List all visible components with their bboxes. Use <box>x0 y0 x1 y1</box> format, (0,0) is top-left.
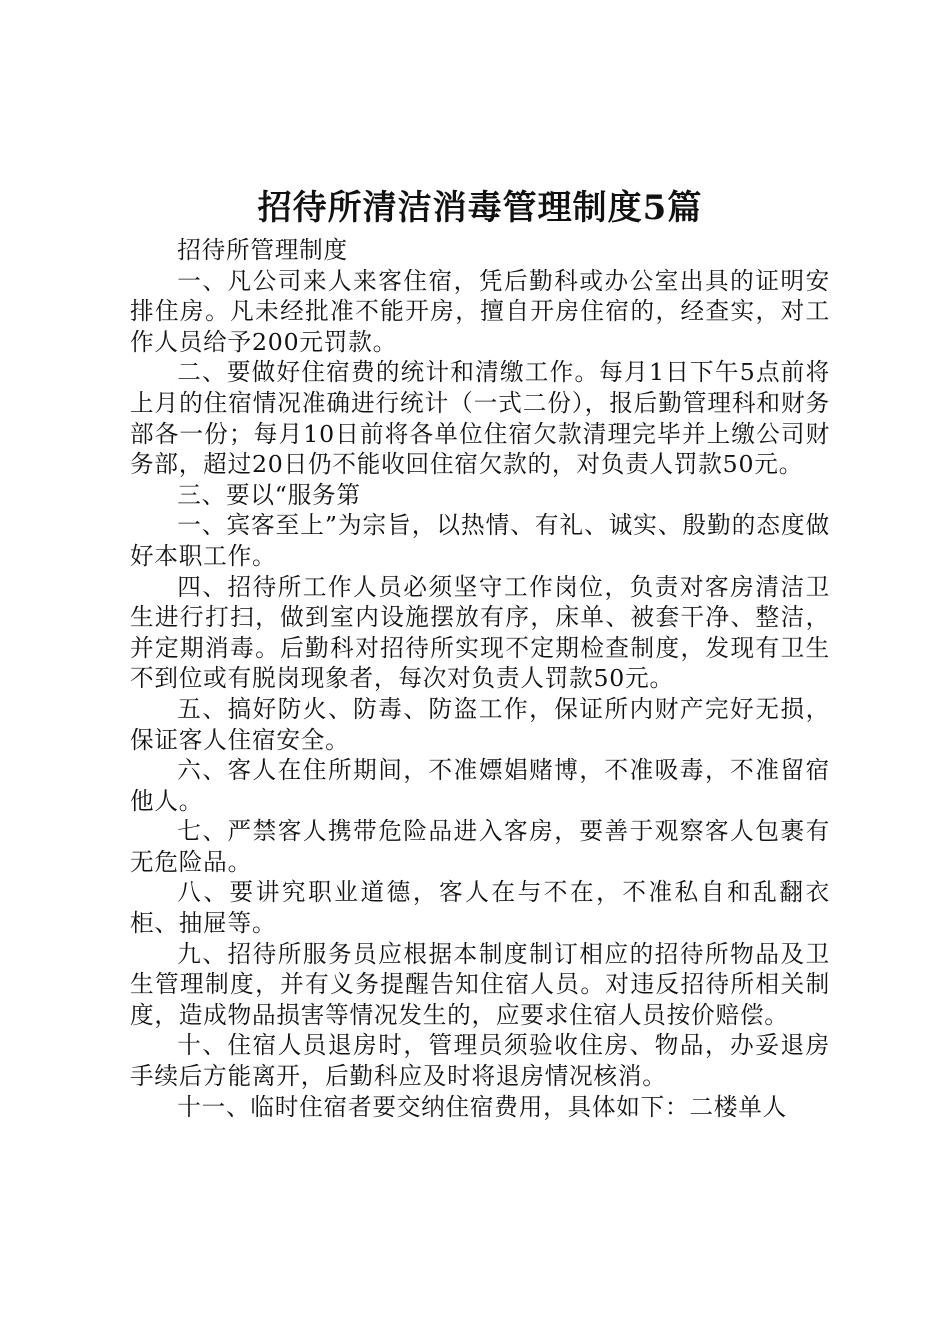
paragraph-item-8: 八、要讲究职业道德，客人在与不在，不准私自和乱翻衣柜、抽屉等。 <box>130 878 830 938</box>
paragraph-item-11: 十一、临时住宿者要交纳住宿费用，具体如下：二楼单人 <box>177 1092 788 1121</box>
document-title: 招待所清洁消毒管理制度5篇 <box>257 188 703 228</box>
paragraph-item-3: 三、要以“服务第 <box>177 480 361 509</box>
paragraph-item-4: 四、招待所工作人员必须坚守工作岗位，负责对客房清洁卫生进行打扫，做到室内设施摆放有序，床单、被套干净、整洁，并定期消毒。后勤科对招待所实现不定期检查制度，发现有卫生不到位或有脱岗现象者，每次对负责人罚款50元。 <box>130 572 830 693</box>
paragraph-item-1: 一、凡公司来人来客住宿，凭后勤科或办公室出具的证明安排住房。凡未经批准不能开房，擅自开房住宿的，经查实，对工作人员给予200元罚款。 <box>130 266 830 356</box>
paragraph-item-6: 六、客人在住所期间，不准嫖娼赌博，不准吸毒，不准留宿他人。 <box>130 756 830 815</box>
paragraph-item-9: 九、招待所服务员应根据本制度制订相应的招待所物品及卫生管理制度，并有义务提醒告知住宿人员。对违反招待所相关制度，造成物品损害等情况发生的，应要求住宿人员按价赔偿。 <box>130 939 830 1029</box>
document-page <box>130 183 830 1122</box>
paragraph-item-7: 七、严禁客人携带危险品进入客房，要善于观察客人包裹有无危险品。 <box>130 817 830 876</box>
paragraph-heading: 招待所管理制度 <box>177 236 348 264</box>
paragraph-item-10: 十、住宿人员退房时，管理员须验收住房、物品，办妥退房手续后方能离开，后勤科应及时将退房情况核消。 <box>130 1031 830 1091</box>
paragraph-item-2: 二、要做好住宿费的统计和清缴工作。每月1日下午5点前将上月的住宿情况准确进行统计（一式二份），报后勤管理科和财务部各一份；每月10日前将各单位住宿欠款清理完毕并上缴公司财务部，超过20日仍不能收回住宿欠款的，对负责人罚款50元。 <box>130 358 830 479</box>
paragraph-item-3-cont: 一、宾客至上”为宗旨，以热情、有礼、诚实、殷勤的态度做好本职工作。 <box>130 511 830 570</box>
paragraph-item-5: 五、搞好防火、防毒、防盗工作，保证所内财产完好无损，保证客人住宿安全。 <box>130 694 830 754</box>
